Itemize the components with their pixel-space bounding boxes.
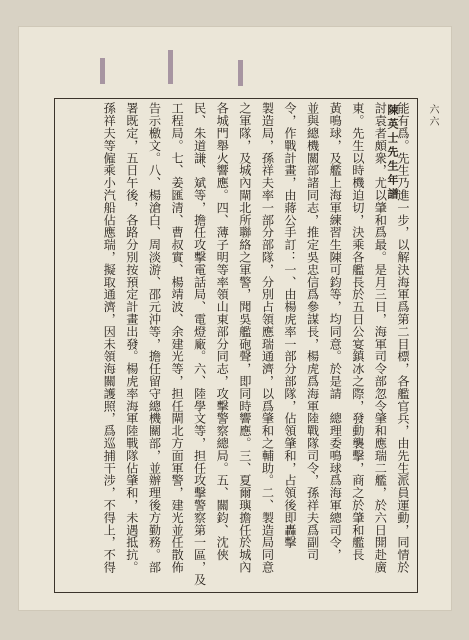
frame-rule-left bbox=[54, 98, 55, 593]
ink-mark bbox=[168, 50, 173, 84]
text-column: 孫祥夫等僱乘小汽船佔應瑞，擬取通濟，因未領海關護照，爲巡捕干涉，不得上，不得 bbox=[102, 102, 117, 574]
frame-rule-top bbox=[54, 98, 417, 99]
margin-marks bbox=[0, 0, 469, 90]
text-column: 黃鳴球，及艦上海軍練習生陳可鈞等，均同意。於是請 總理委鳴球爲海軍總司令， bbox=[328, 102, 343, 561]
text-column: 工程局。七、姜匯清、曹叔實、楊靖波、余建光等，担任閘北方面軍警，建光並任散佈 bbox=[170, 102, 185, 574]
ink-mark bbox=[238, 60, 243, 86]
frame-rule-bottom bbox=[54, 592, 417, 593]
ink-mark bbox=[100, 58, 105, 84]
text-column: 能有爲。先生乃進一步，以解決海軍爲第二目標，各艦官兵，由先生派員運動，同情於 bbox=[396, 102, 410, 574]
text-column: 令，作戰計畫，由蔣公手訂：一、由楊虎率一部分部隊，佔領肇和，占領後即轟擊 bbox=[283, 102, 298, 549]
text-column: 討袁者頗衆，尤以肇和爲最。是月三日，海軍司令部忽令肇和應瑞二艦，於六日開赴廣 bbox=[373, 102, 388, 574]
text-column: 製造局，孫祥夫率一部分部隊，分別占領應瑞通濟，以爲肇和之輔助。二、製造局同意 bbox=[260, 102, 275, 574]
text-column: 署既定，五日午後，各路分別按預定計畫出發。楊虎率海軍陸戰隊佔肇和，未遇抵抗。 bbox=[124, 102, 139, 574]
vertical-text-body bbox=[58, 102, 414, 588]
text-column: 東。先生以時機迫切，決乘各艦長於五日公宴鎮冰之際，發動襲擊，商之於肇和艦長 bbox=[350, 102, 365, 561]
text-column: 之軍隊，及城內閘北所聯絡之軍警，聞吳艦砲聲，即同時響應。三、夏爾璵擔任於城內 bbox=[237, 102, 252, 574]
text-column: 各城門舉火響應。四、薄子明等率領山東部分同志，攻擊警察總局。五、關鈞、沈俠 bbox=[215, 102, 230, 561]
text-column: 告示檄文。八、楊滄白、周淡游、邵元沖等，擔任留守總機關部，並辦理後方勤務。部 bbox=[147, 102, 162, 574]
frame-rule-right bbox=[417, 98, 418, 593]
text-column: 並與總機關部諸同志，推定吳忠信爲參謀長，楊虎爲海軍陸戰隊司令，孫祥夫爲副司 bbox=[305, 102, 320, 561]
running-header-title: 陳英士先生年譜 bbox=[386, 104, 399, 202]
text-column: 民、朱道謙、斌等，擔任攻擊電話局、電燈廠。六、陸學文等，担任攻擊警察第一區，及 bbox=[192, 102, 207, 586]
page-number: 六六 bbox=[427, 104, 438, 128]
